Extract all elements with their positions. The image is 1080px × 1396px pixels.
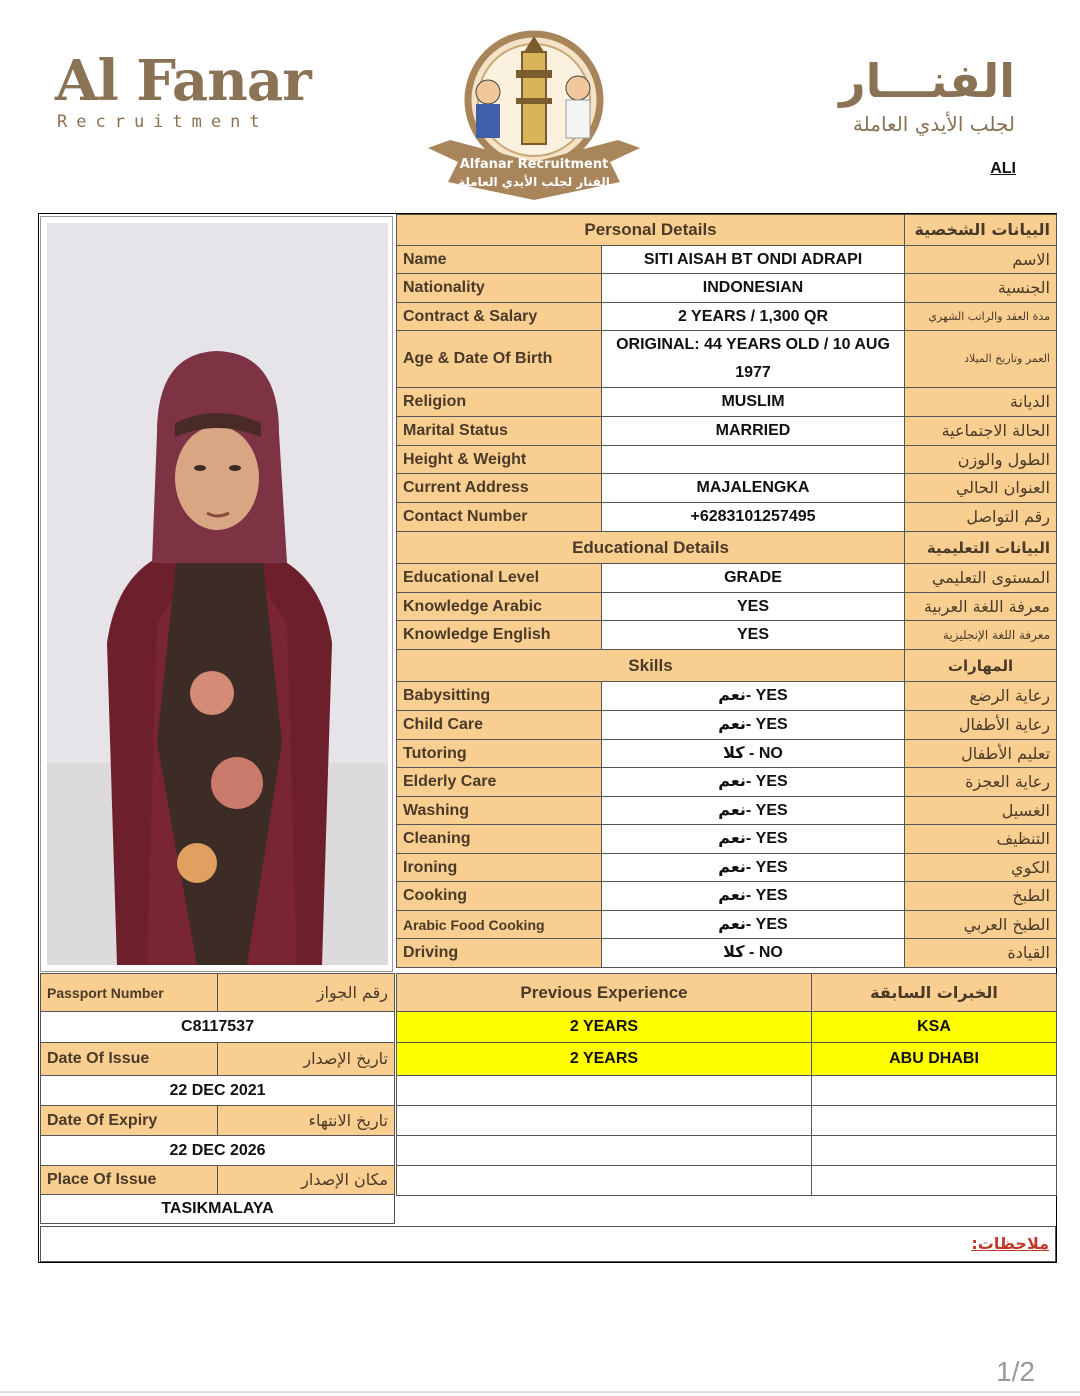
row-label-ar: الغسيل <box>905 797 1057 825</box>
table-row <box>397 246 1057 274</box>
experience-duration <box>397 1166 812 1196</box>
experience-country <box>812 1136 1057 1166</box>
row-label-ar: رعاية الرضع <box>905 682 1057 711</box>
row-value: نعم- YES <box>602 768 905 797</box>
table-row <box>397 446 1057 474</box>
table-row <box>41 1076 395 1106</box>
experience-duration <box>397 1076 812 1106</box>
row-value: MUSLIM <box>602 388 905 417</box>
notes-cell <box>41 1227 1056 1262</box>
experience-duration: 2 YEARS <box>397 1012 812 1043</box>
row-value: نعم- YES <box>602 825 905 854</box>
page-number: 1/2 <box>996 1356 1035 1387</box>
row-label: Marital Status <box>397 417 602 446</box>
passport-number-label-ar: رقم الجواز <box>218 974 395 1012</box>
table-row <box>397 564 1057 593</box>
row-value <box>602 446 905 474</box>
row-label: Age & Date Of Birth <box>397 331 602 388</box>
passport-table <box>40 973 395 1224</box>
table-row <box>397 274 1057 303</box>
experience-title: Previous Experience <box>397 974 812 1012</box>
row-label: Knowledge Arabic <box>397 593 602 621</box>
row-label: Tutoring <box>397 740 602 768</box>
experience-table <box>396 973 1057 1196</box>
expiry-date-label-ar: تاريخ الانتهاء <box>218 1106 395 1136</box>
row-label: Child Care <box>397 711 602 740</box>
education-title-ar: البيانات التعليمية <box>905 532 1057 564</box>
row-value: نعم- YES <box>602 711 905 740</box>
passport-number-label: Passport Number <box>41 974 218 1012</box>
candidate-photo-box <box>40 216 393 972</box>
row-value: YES <box>602 593 905 621</box>
row-label-ar: العنوان الحالي <box>905 474 1057 503</box>
row-label: Religion <box>397 388 602 417</box>
experience-country <box>812 1106 1057 1136</box>
table-row <box>397 1106 1057 1136</box>
personal-details-title: Personal Details <box>397 215 905 246</box>
row-label-ar: التنظيف <box>905 825 1057 854</box>
table-row <box>397 825 1057 854</box>
education-header <box>397 532 1057 564</box>
row-value: YES <box>602 621 905 650</box>
experience-country: KSA <box>812 1012 1057 1043</box>
row-label: Babysitting <box>397 682 602 711</box>
row-value: نعم- YES <box>602 797 905 825</box>
table-row <box>397 503 1057 532</box>
table-row <box>397 854 1057 882</box>
experience-country <box>812 1076 1057 1106</box>
row-label-ar: معرفة اللغة الإنجليزية <box>905 621 1057 650</box>
row-value: نعم- YES <box>602 854 905 882</box>
page-divider <box>0 1391 1080 1393</box>
notes-row <box>41 1227 1056 1262</box>
experience-duration <box>397 1106 812 1136</box>
expiry-date-label: Date Of Expiry <box>41 1106 218 1136</box>
table-row <box>41 1043 395 1076</box>
table-row <box>397 1136 1057 1166</box>
table-row <box>397 474 1057 503</box>
skills-title: Skills <box>397 650 905 682</box>
row-label-ar: الجنسية <box>905 274 1057 303</box>
issue-date: 22 DEC 2021 <box>41 1076 395 1106</box>
table-row <box>41 1012 395 1043</box>
row-label: Contact Number <box>397 503 602 532</box>
row-value: كلا - NO <box>602 939 905 968</box>
agent-name: ALI <box>990 160 1016 177</box>
personal-details-title-ar: البيانات الشخصية <box>905 215 1057 246</box>
row-value: نعم- YES <box>602 911 905 939</box>
notes-table <box>40 1226 1056 1262</box>
row-label-ar: رقم التواصل <box>905 503 1057 532</box>
table-row <box>397 417 1057 446</box>
logo-arabic-main: الفنـــار <box>839 54 1015 108</box>
table-row <box>397 621 1057 650</box>
row-label: Nationality <box>397 274 602 303</box>
row-label-ar: الكوي <box>905 854 1057 882</box>
table-row <box>397 303 1057 331</box>
row-value: نعم- YES <box>602 682 905 711</box>
row-label-ar: الاسم <box>905 246 1057 274</box>
table-row <box>397 740 1057 768</box>
row-label: Cleaning <box>397 825 602 854</box>
table-row <box>41 1136 395 1166</box>
experience-country <box>812 1166 1057 1196</box>
table-row <box>397 711 1057 740</box>
row-label: Elderly Care <box>397 768 602 797</box>
table-row <box>397 1012 1057 1043</box>
row-label-ar: الطبخ <box>905 882 1057 911</box>
table-row <box>397 1043 1057 1076</box>
table-row <box>397 939 1057 968</box>
row-label-ar: الديانة <box>905 388 1057 417</box>
row-label: Name <box>397 246 602 274</box>
place-of-issue-label: Place Of Issue <box>41 1166 218 1195</box>
table-row <box>397 388 1057 417</box>
experience-title-ar: الخبرات السابقة <box>812 974 1057 1012</box>
logo-english-main: Al Fanar <box>55 48 311 114</box>
row-label-ar: معرفة اللغة العربية <box>905 593 1057 621</box>
row-value: MAJALENGKA <box>602 474 905 503</box>
table-row <box>397 593 1057 621</box>
seal-text-arabic: الفنار لجلب الأيدي العاملة <box>458 175 610 189</box>
row-label-ar: المستوى التعليمي <box>905 564 1057 593</box>
table-row <box>397 797 1057 825</box>
row-label-ar: الحالة الاجتماعية <box>905 417 1057 446</box>
experience-country: ABU DHABI <box>812 1043 1057 1076</box>
row-value: نعم- YES <box>602 882 905 911</box>
notes-label: ملاحظات: <box>971 1233 1049 1253</box>
table-row <box>397 882 1057 911</box>
row-value: +6283101257495 <box>602 503 905 532</box>
logo-arabic <box>765 52 1015 136</box>
row-value: كلا - NO <box>602 740 905 768</box>
table-row <box>41 1195 395 1224</box>
candidate-photo <box>47 223 388 965</box>
row-label-ar: القيادة <box>905 939 1057 968</box>
row-label: Educational Level <box>397 564 602 593</box>
row-label-ar: الطول والوزن <box>905 446 1057 474</box>
issue-date-label: Date Of Issue <box>41 1043 218 1076</box>
row-value: 2 YEARS / 1,300 QR <box>602 303 905 331</box>
row-label: Current Address <box>397 474 602 503</box>
row-label: Ironing <box>397 854 602 882</box>
place-of-issue: TASIKMALAYA <box>41 1195 395 1224</box>
passport-number: C8117537 <box>41 1012 395 1043</box>
row-value: GRADE <box>602 564 905 593</box>
row-label-ar: العمر وتاريخ الميلاد <box>905 331 1057 388</box>
table-row <box>397 911 1057 939</box>
row-label-ar: رعاية العجزة <box>905 768 1057 797</box>
table-row <box>397 1076 1057 1106</box>
skills-header <box>397 650 1057 682</box>
row-label: Arabic Food Cooking <box>397 911 602 939</box>
row-label: Cooking <box>397 882 602 911</box>
table-row <box>397 331 1057 388</box>
row-label-ar: رعاية الأطفال <box>905 711 1057 740</box>
table-row <box>397 1166 1057 1196</box>
logo-english-sub: Recruitment <box>57 112 269 132</box>
seal-text-english: Alfanar Recruitment <box>459 157 609 172</box>
logo-english <box>55 48 315 132</box>
row-label-ar: تعليم الأطفال <box>905 740 1057 768</box>
row-label: Height & Weight <box>397 446 602 474</box>
personal-details-header <box>397 215 1057 246</box>
row-value: INDONESIAN <box>602 274 905 303</box>
skills-title-ar: المهارات <box>905 650 1057 682</box>
row-value: ORIGINAL: 44 YEARS OLD / 10 AUG 1977 <box>602 331 905 388</box>
row-label-ar: مدة العقد والراتب الشهري <box>905 303 1057 331</box>
row-label: Contract & Salary <box>397 303 602 331</box>
education-title: Educational Details <box>397 532 905 564</box>
table-row <box>41 974 395 1012</box>
row-value: MARRIED <box>602 417 905 446</box>
row-value: SITI AISAH BT ONDI ADRAPI <box>602 246 905 274</box>
logo-arabic-sub: لجلب الأيدي العاملة <box>852 112 1015 136</box>
company-seal-logo <box>418 30 650 208</box>
table-row <box>41 1166 395 1195</box>
experience-duration <box>397 1136 812 1166</box>
row-label-ar: الطبخ العربي <box>905 911 1057 939</box>
expiry-date: 22 DEC 2026 <box>41 1136 395 1166</box>
table-row <box>397 768 1057 797</box>
place-of-issue-label-ar: مكان الإصدار <box>218 1166 395 1195</box>
row-label: Driving <box>397 939 602 968</box>
experience-header <box>397 974 1057 1012</box>
row-label: Knowledge English <box>397 621 602 650</box>
issue-date-label-ar: تاريخ الإصدار <box>218 1043 395 1076</box>
details-table <box>396 214 1057 968</box>
row-label: Washing <box>397 797 602 825</box>
table-row <box>397 682 1057 711</box>
experience-duration: 2 YEARS <box>397 1043 812 1076</box>
table-row <box>41 1106 395 1136</box>
